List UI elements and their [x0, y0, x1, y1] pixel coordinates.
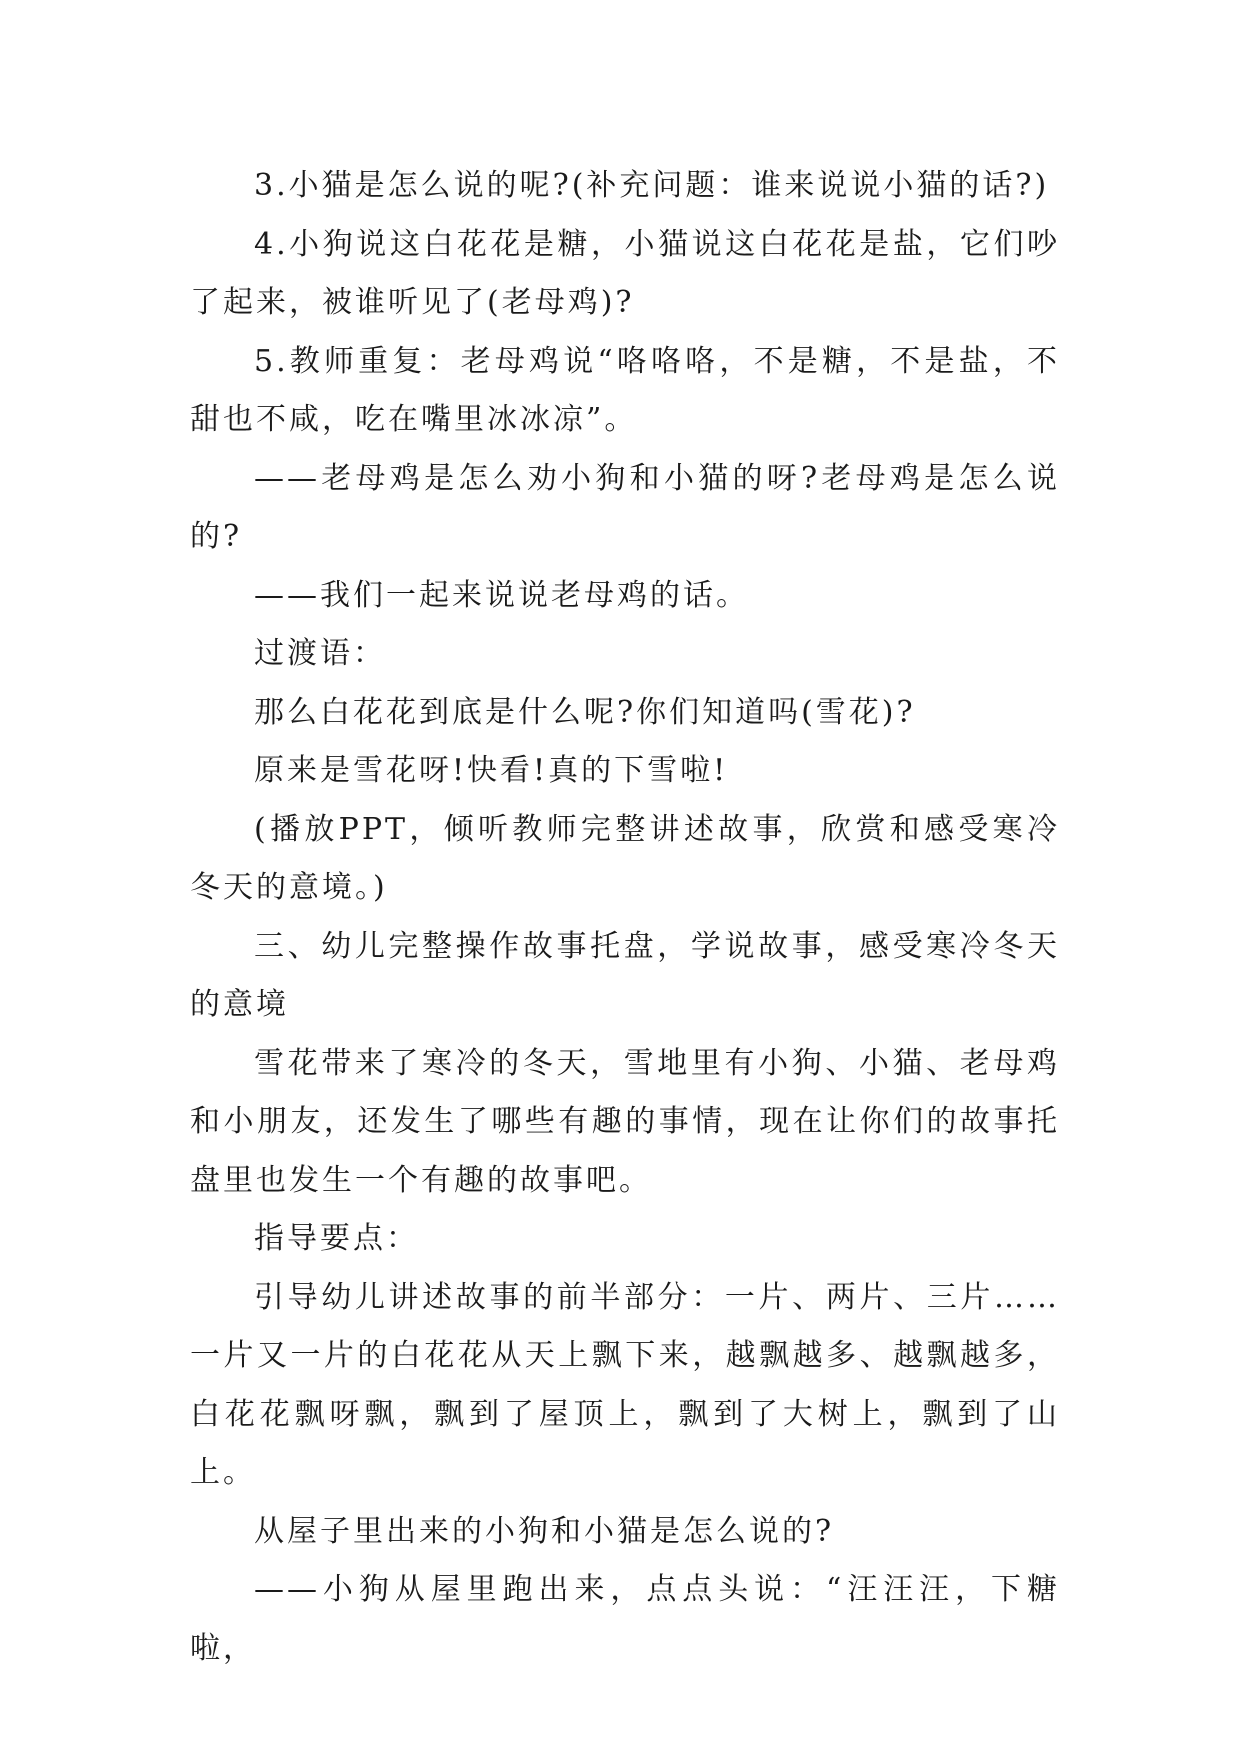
paragraph: 4.小狗说这白花花是糖，小猫说这白花花是盐，它们吵了起来，被谁听见了(老母鸡)?	[190, 226, 1060, 320]
paragraph: 指导要点：	[254, 1221, 419, 1256]
paragraph: 那么白花花到底是什么呢?你们知道吗(雪花)?	[254, 694, 916, 730]
paragraph: 过渡语：	[254, 636, 386, 671]
paragraph: 3.小猫是怎么说的呢?(补充问题：谁来说说小猫的话?)	[254, 168, 1050, 203]
paragraph: (播放PPT，倾听教师完整讲述故事，欣赏和感受寒冷冬天的意境。)	[190, 811, 1060, 905]
paragraph: 从屋子里出来的小狗和小猫是怎么说的?	[254, 1513, 835, 1549]
section-heading: 三、幼儿完整操作故事托盘，学说故事，感受寒冷冬天的意境	[190, 928, 1060, 1022]
paragraph: 原来是雪花呀!快看!真的下雪啦!	[254, 753, 729, 788]
paragraph: ——老母鸡是怎么劝小狗和小猫的呀?老母鸡是怎么说的?	[190, 460, 1060, 554]
paragraph: 雪花带来了寒冷的冬天，雪地里有小狗、小猫、老母鸡和小朋友，还发生了哪些有趣的事情，现在让你们的故事托盘里也发生一个有趣的故事吧。	[190, 1045, 1060, 1198]
paragraph: ——小狗从屋里跑出来，点点头说：“汪汪汪，下糖啦，	[190, 1572, 1060, 1666]
paragraph: 引导幼儿讲述故事的前半部分：一片、两片、三片……一片又一片的白花花从天上飘下来，越飘越多、越飘越多，白花花飘呀飘，飘到了屋顶上，飘到了大树上，飘到了山上。	[190, 1279, 1060, 1490]
paragraph: 5.教师重复：老母鸡说“咯咯咯，不是糖，不是盐，不甜也不咸，吃在嘴里冰冰凉”。	[190, 343, 1060, 437]
paragraph: ——我们一起来说说老母鸡的话。	[254, 577, 749, 613]
document-page	[190, 157, 1060, 1678]
